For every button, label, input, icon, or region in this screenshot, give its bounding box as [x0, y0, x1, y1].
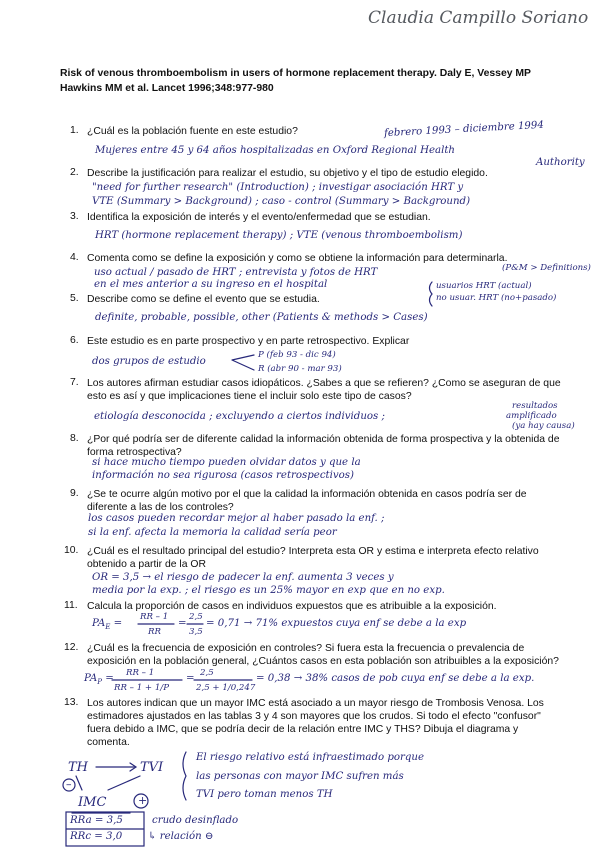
question-text: Identifica la exposición de interés y el evento/enfermedad que se estudian.	[87, 212, 431, 223]
answer-2-line-2: VTE (Summary > Background) ; caso - control (Summary > Background)	[92, 196, 471, 207]
answer-12-result: = 0,38 → 38% casos de pob cuya enf se debe a la exp.	[256, 673, 535, 684]
rr-adjusted: RRa = 3,5	[70, 815, 123, 826]
diagram-tvi: TVI	[140, 760, 164, 775]
answer-11-numerator-1: RR – 1	[140, 612, 169, 622]
diagram-imc: IMC	[78, 795, 107, 810]
answer-6-prospective: P (feb 93 - dic 94)	[258, 350, 336, 360]
answer-12-denominator-2: 2,5 + 1/0,247	[196, 683, 256, 693]
answer-4-note: (P&M > Definitions)	[502, 263, 591, 273]
question-number: 10.	[64, 545, 79, 556]
arrow-icon	[108, 776, 140, 790]
question-text: obtenido a partir de la OR	[87, 559, 206, 570]
question-text: ¿Cuál es el resultado principal del estudio? Interpreta esta OR y estima e interpreta efecto relativo	[87, 546, 539, 557]
answer-12-denominator-1: RR – 1 + 1/P	[114, 683, 169, 693]
plus-circle-icon	[134, 794, 148, 808]
rr-note-1: crudo desinflado	[152, 815, 239, 826]
answer-8-line-1: si hace mucho tiempo pueden olvidar datos y que la	[92, 457, 361, 468]
question-text: exposición en la población general, ¿Cuántos casos en esta población son atribuibles a la exposición?	[87, 656, 559, 667]
arrow-icon	[232, 355, 254, 370]
equals-sign: =	[178, 618, 187, 629]
question-number: 2.	[70, 167, 79, 178]
answer-4-line-2: en el mes anterior a su ingreso en el hospital	[94, 279, 328, 290]
question-text: comenta.	[87, 737, 130, 748]
answer-3: HRT (hormone replacement therapy) ; VTE (venous thromboembolism)	[95, 230, 463, 241]
question-number: 12.	[64, 642, 79, 653]
equals-sign: =	[186, 673, 195, 684]
answer-12-numerator-1: RR – 1	[126, 668, 155, 678]
answer-11-lhs: $PA_E$ =	[92, 618, 123, 632]
answer-11-result: = 0,71 → 71% expuestos cuya enf se debe a la exp	[206, 618, 467, 629]
brace-icon	[430, 282, 433, 306]
answer-7-note-1: resultados	[512, 401, 558, 411]
question-text: Describe la justificación para realizar el estudio, su objetivo y el tipo de estudio elegido.	[87, 168, 488, 179]
answer-7-line-1: etiología desconocida ; excluyendo a ciertos individuos ;	[94, 411, 385, 422]
answer-1-date: febrero 1993 – diciembre 1994	[383, 119, 545, 140]
question-text: ¿Cuál es la población fuente en este estudio?	[87, 126, 298, 137]
question-text: ¿Por qué podría ser de diferente calidad la información obtenida de forma prospectiva y la obtenida de	[87, 434, 560, 445]
answer-6-retrospective: R (abr 90 - mar 93)	[258, 364, 342, 374]
answer-8-line-2: información no sea rigurosa (casos retrospectivos)	[92, 470, 354, 481]
question-text: forma retrospectiva?	[87, 447, 182, 458]
question-text: Este estudio es en parte prospectivo y en parte retrospectivo. Explicar	[87, 336, 410, 347]
answer-2-line-1: "need for further research" (Introduction) ; investigar asociación HRT y	[92, 182, 464, 193]
rr-note-2: ↳ relación ⊖	[148, 831, 214, 842]
question-text: Los autores afirman estudiar casos idiopáticos. ¿Sabes a que se refieren? ¿Como se aseguran de que	[87, 378, 561, 389]
answer-5: definite, probable, possible, other (Patients & methods > Cases)	[95, 312, 428, 323]
answer-9-line-1: los casos pueden recordar mejor al haber pasado la enf. ;	[88, 513, 385, 524]
question-text: ¿Cuál es la frecuencia de exposición en controles? Si fuera esta la frecuencia o prevalencia de	[87, 643, 525, 654]
minus-circle-icon	[63, 779, 75, 791]
question-number: 9.	[70, 488, 79, 499]
question-text: diferente a las de los controles?	[87, 502, 234, 513]
answer-6-line-1: dos grupos de estudio	[92, 356, 206, 367]
answer-11-numerator-2: 2,5	[189, 612, 203, 622]
author-name: Claudia Campillo Soriano	[368, 8, 589, 28]
answer-1-population-cont: Authority	[536, 157, 585, 168]
question-number: 1.	[70, 125, 79, 136]
question-number: 8.	[70, 433, 79, 444]
answer-11-denominator-1: RR	[148, 627, 161, 637]
question-number: 13.	[64, 697, 79, 708]
question-number: 4.	[70, 252, 79, 263]
question-text: Comenta como se define la exposición y como se obtiene la información para determinarla.	[87, 253, 508, 264]
diagram-plus-sign: +	[138, 794, 148, 807]
question-text: Los autores indican que un mayor IMC está asociado a un mayor riesgo de Trombosis Venosa. Los	[87, 698, 544, 709]
question-number: 6.	[70, 335, 79, 346]
answer-1-population: Mujeres entre 45 y 64 años hospitalizadas en Oxford Regional Health	[95, 145, 455, 156]
reference-line-2: Hawkins MM et al. Lancet 1996;348:977-980	[60, 83, 274, 94]
reference-line-1: Risk of venous thromboembolism in users of hormone replacement therapy. Daly E, Vessey MP	[60, 68, 531, 79]
answer-4-right-1: usuarios HRT (actual)	[436, 281, 532, 291]
answer-11-denominator-2: 3,5	[189, 627, 203, 637]
question-text: estimadores ajustados en las tablas 3 y 4 son mayores que los crudos. Si todo el efecto "confusor"	[87, 711, 541, 722]
answer-13-line-1: El riesgo relativo está infraestimado porque	[196, 752, 424, 763]
answer-10-line-2: media por la exp. ; el riesgo es un 25% mayor en exp que en no exp.	[92, 585, 445, 596]
diagram-minus-sign: –	[66, 778, 72, 791]
answer-12-lhs: $PA_P$ =	[84, 673, 114, 687]
answer-10-line-1: OR = 3,5 → el riesgo de padecer la enf. aumenta 3 veces y	[92, 572, 394, 583]
question-text: esto es así y que implicaciones tiene el incluir solo este tipo de casos?	[87, 391, 412, 402]
arrow-icon	[76, 776, 82, 790]
answer-7-line-3: (ya hay causa)	[512, 421, 575, 431]
brace-icon	[183, 752, 186, 800]
rr-crude: RRc = 3,0	[70, 831, 123, 842]
answer-4-line-1: uso actual / pasado de HRT ; entrevista y fotos de HRT	[94, 267, 378, 278]
answer-12-numerator-2: 2,5	[200, 668, 214, 678]
question-text: Calcula la proporción de casos en individuos expuestos que es atribuible a la exposición.	[87, 601, 497, 612]
question-number: 7.	[70, 377, 79, 388]
answer-13-line-3: TVI pero toman menos TH	[196, 789, 333, 800]
question-number: 3.	[70, 211, 79, 222]
answer-9-line-2: si la enf. afecta la memoria la calidad sería peor	[88, 527, 337, 538]
answer-4-right-2: no usuar. HRT (no+pasado)	[436, 293, 557, 303]
question-number: 11.	[64, 600, 78, 611]
question-text: fuera debido a IMC, que se podría decir de la relación entre IMC y THS? Dibuja el diagrama y	[87, 724, 519, 735]
answer-13-line-2: las personas con mayor IMC sufren más	[196, 771, 404, 782]
question-text: Describe como se define el evento que se estudia.	[87, 294, 320, 305]
question-number: 5.	[70, 293, 79, 304]
diagram-th: TH	[68, 760, 89, 775]
question-text: ¿Se te ocurre algún motivo por el que la calidad la información obtenida en casos podría ser de	[87, 489, 527, 500]
answer-7-note-2: amplificado	[506, 411, 557, 421]
